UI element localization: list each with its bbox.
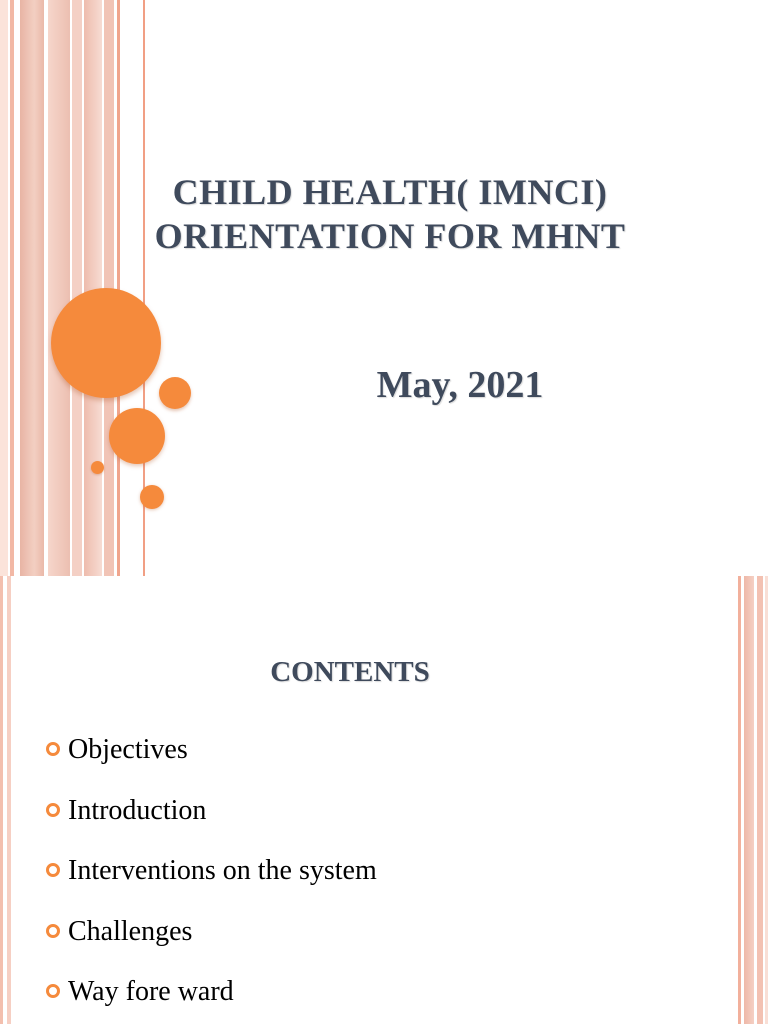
decorative-stripe bbox=[0, 0, 8, 576]
decorative-stripe bbox=[7, 576, 11, 1024]
slide-title-line1: CHILD HEALTH( IMNCI) bbox=[172, 172, 608, 212]
decorative-circle-small bbox=[140, 485, 164, 509]
list-item-label: Introduction bbox=[68, 794, 207, 826]
decorative-stripe bbox=[744, 576, 754, 1024]
decorative-stripe bbox=[738, 576, 741, 1024]
decorative-stripe bbox=[117, 0, 120, 576]
decorative-circle-medium bbox=[109, 408, 165, 464]
contents-list bbox=[46, 734, 377, 1024]
slide-title-line2: ORIENTATION FOR MHNT bbox=[154, 216, 626, 256]
decorative-stripe bbox=[10, 0, 14, 576]
decorative-stripe bbox=[0, 576, 3, 1024]
ring-bullet-icon bbox=[46, 924, 60, 938]
ring-bullet-icon bbox=[46, 984, 60, 998]
list-item-label: Objectives bbox=[68, 734, 188, 765]
decorative-stripe bbox=[48, 0, 70, 576]
slide-title bbox=[145, 170, 635, 258]
decorative-stripe bbox=[72, 0, 82, 576]
list-item-label: Way fore ward bbox=[68, 976, 234, 1007]
list-item bbox=[46, 916, 377, 977]
ring-bullet-icon bbox=[46, 863, 60, 877]
list-item bbox=[46, 795, 377, 856]
decorative-stripe bbox=[757, 576, 763, 1024]
decorative-circle-large bbox=[51, 288, 161, 398]
decorative-circle-small bbox=[159, 377, 191, 409]
list-item-label: Interventions on the system bbox=[68, 855, 377, 886]
list-item-label: Challenges bbox=[68, 915, 193, 947]
contents-heading: CONTENTS bbox=[270, 656, 430, 688]
decorative-circle-tiny bbox=[91, 461, 104, 474]
contents-slide bbox=[0, 576, 768, 1024]
list-item bbox=[46, 976, 377, 1024]
decorative-stripe bbox=[20, 0, 44, 576]
list-item bbox=[46, 734, 377, 795]
list-item bbox=[46, 855, 377, 916]
ring-bullet-icon bbox=[46, 803, 60, 817]
ring-bullet-icon bbox=[46, 742, 60, 756]
slide-date: May, 2021 bbox=[376, 364, 544, 406]
